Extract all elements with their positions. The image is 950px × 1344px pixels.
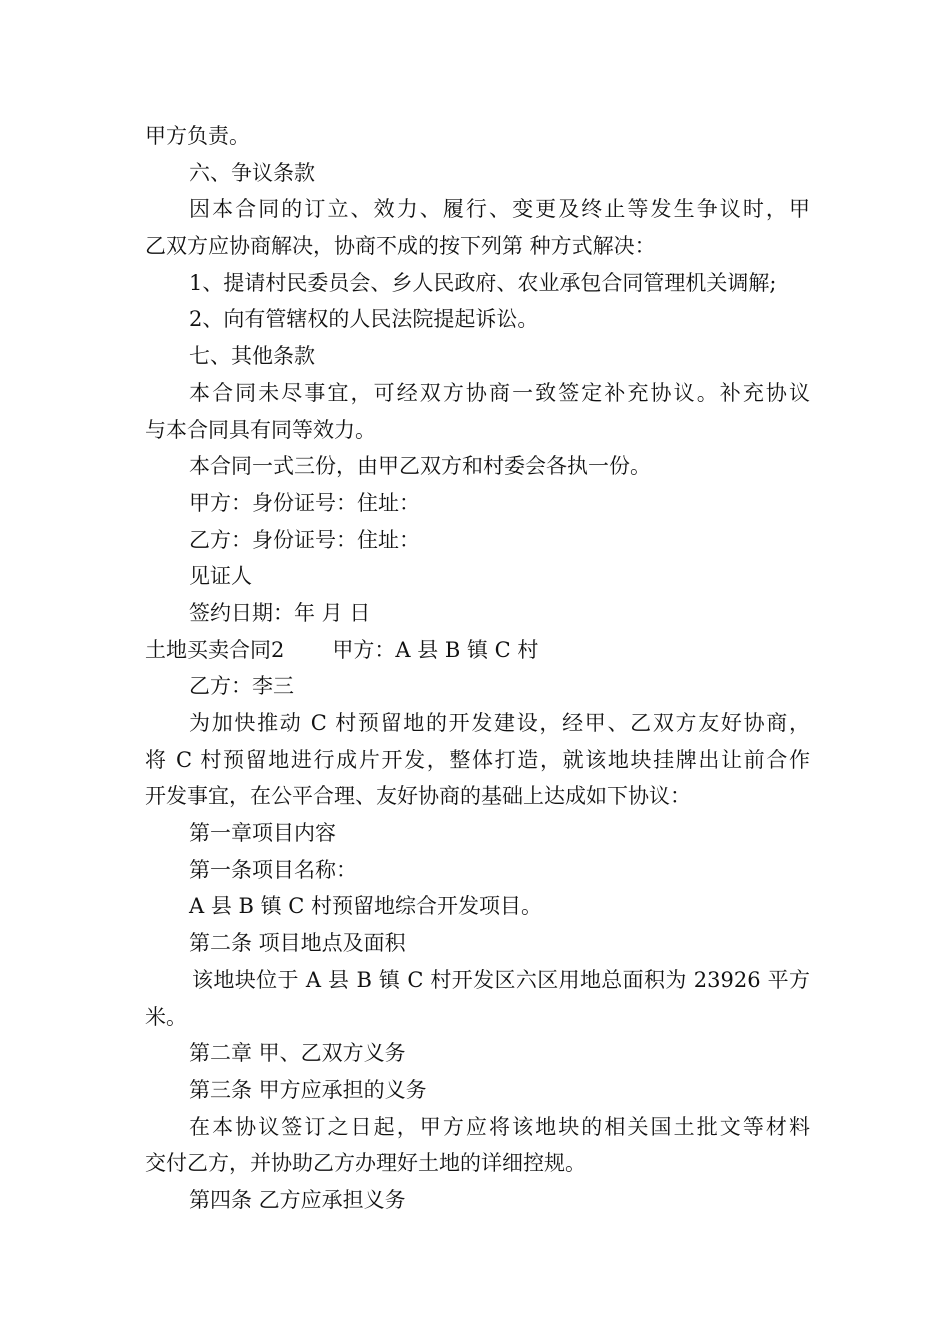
text-line: 将 C 村预留地进行成片开发，整体打造，就该地块挂牌出让前合作 <box>145 747 810 772</box>
text-line: 为加快推动 C 村预留地的开发建设，经甲、乙双方友好协商， <box>189 711 810 735</box>
chapter-heading: 第一章项目内容 <box>189 821 336 846</box>
text-line: 本合同一式三份，由甲乙双方和村委会各执一份。 <box>189 454 651 479</box>
text-line: 甲方负责。 <box>145 124 250 148</box>
contract-title-line <box>145 632 810 669</box>
text-line: 因本合同的订立、效力、履行、变更及终止等发生争议时，甲 <box>189 197 810 222</box>
list-item: 2、向有管辖权的人民法院提起诉讼。 <box>189 307 539 332</box>
section-heading: 七、其他条款 <box>189 344 315 369</box>
section-heading: 六、争议条款 <box>189 160 315 185</box>
text-line: 与本合同具有同等效力。 <box>145 417 376 442</box>
party-b: 乙方：李三 <box>189 674 294 699</box>
list-item: 1、提请村民委员会、乡人民政府、农业承包合同管理机关调解; <box>189 270 777 295</box>
text-line: 开发事宜，在公平合理、友好协商的基础上达成如下协议： <box>145 784 691 809</box>
document-page <box>145 118 810 1219</box>
text-line: A 县 B 镇 C 村预留地综合开发项目。 <box>189 894 543 919</box>
signature-field: 乙方：身份证号：住址： <box>189 527 420 552</box>
signature-field: 签约日期：年 月 日 <box>189 600 371 625</box>
contract-title: 土地买卖合同2 <box>145 637 285 662</box>
text-line: 交付乙方，并协助乙方办理好土地的详细控规。 <box>145 1151 586 1176</box>
text-line: 米。 <box>145 1004 187 1029</box>
chapter-heading: 第二章 甲、乙双方义务 <box>189 1041 406 1066</box>
text-line: 在本协议签订之日起，甲方应将该地块的相关国土批文等材料 <box>189 1114 810 1139</box>
signature-field: 见证人 <box>189 564 252 589</box>
party-a: 甲方：A 县 B 镇 C 村 <box>332 637 539 662</box>
article-heading: 第二条 项目地点及面积 <box>189 931 406 956</box>
article-heading: 第四条 乙方应承担义务 <box>189 1187 406 1212</box>
article-heading: 第一条项目名称： <box>189 857 357 882</box>
text-line: 该地块位于 A 县 B 镇 C 村开发区六区用地总面积为 23926 平方 <box>192 967 810 992</box>
signature-field: 甲方：身份证号：住址： <box>189 490 420 515</box>
article-heading: 第三条 甲方应承担的义务 <box>189 1077 427 1102</box>
text-line: 乙双方应协商解决，协商不成的按下列第 种方式解决： <box>145 234 656 259</box>
text-line: 本合同未尽事宜，可经双方协商一致签定补充协议。补充协议 <box>189 380 810 405</box>
